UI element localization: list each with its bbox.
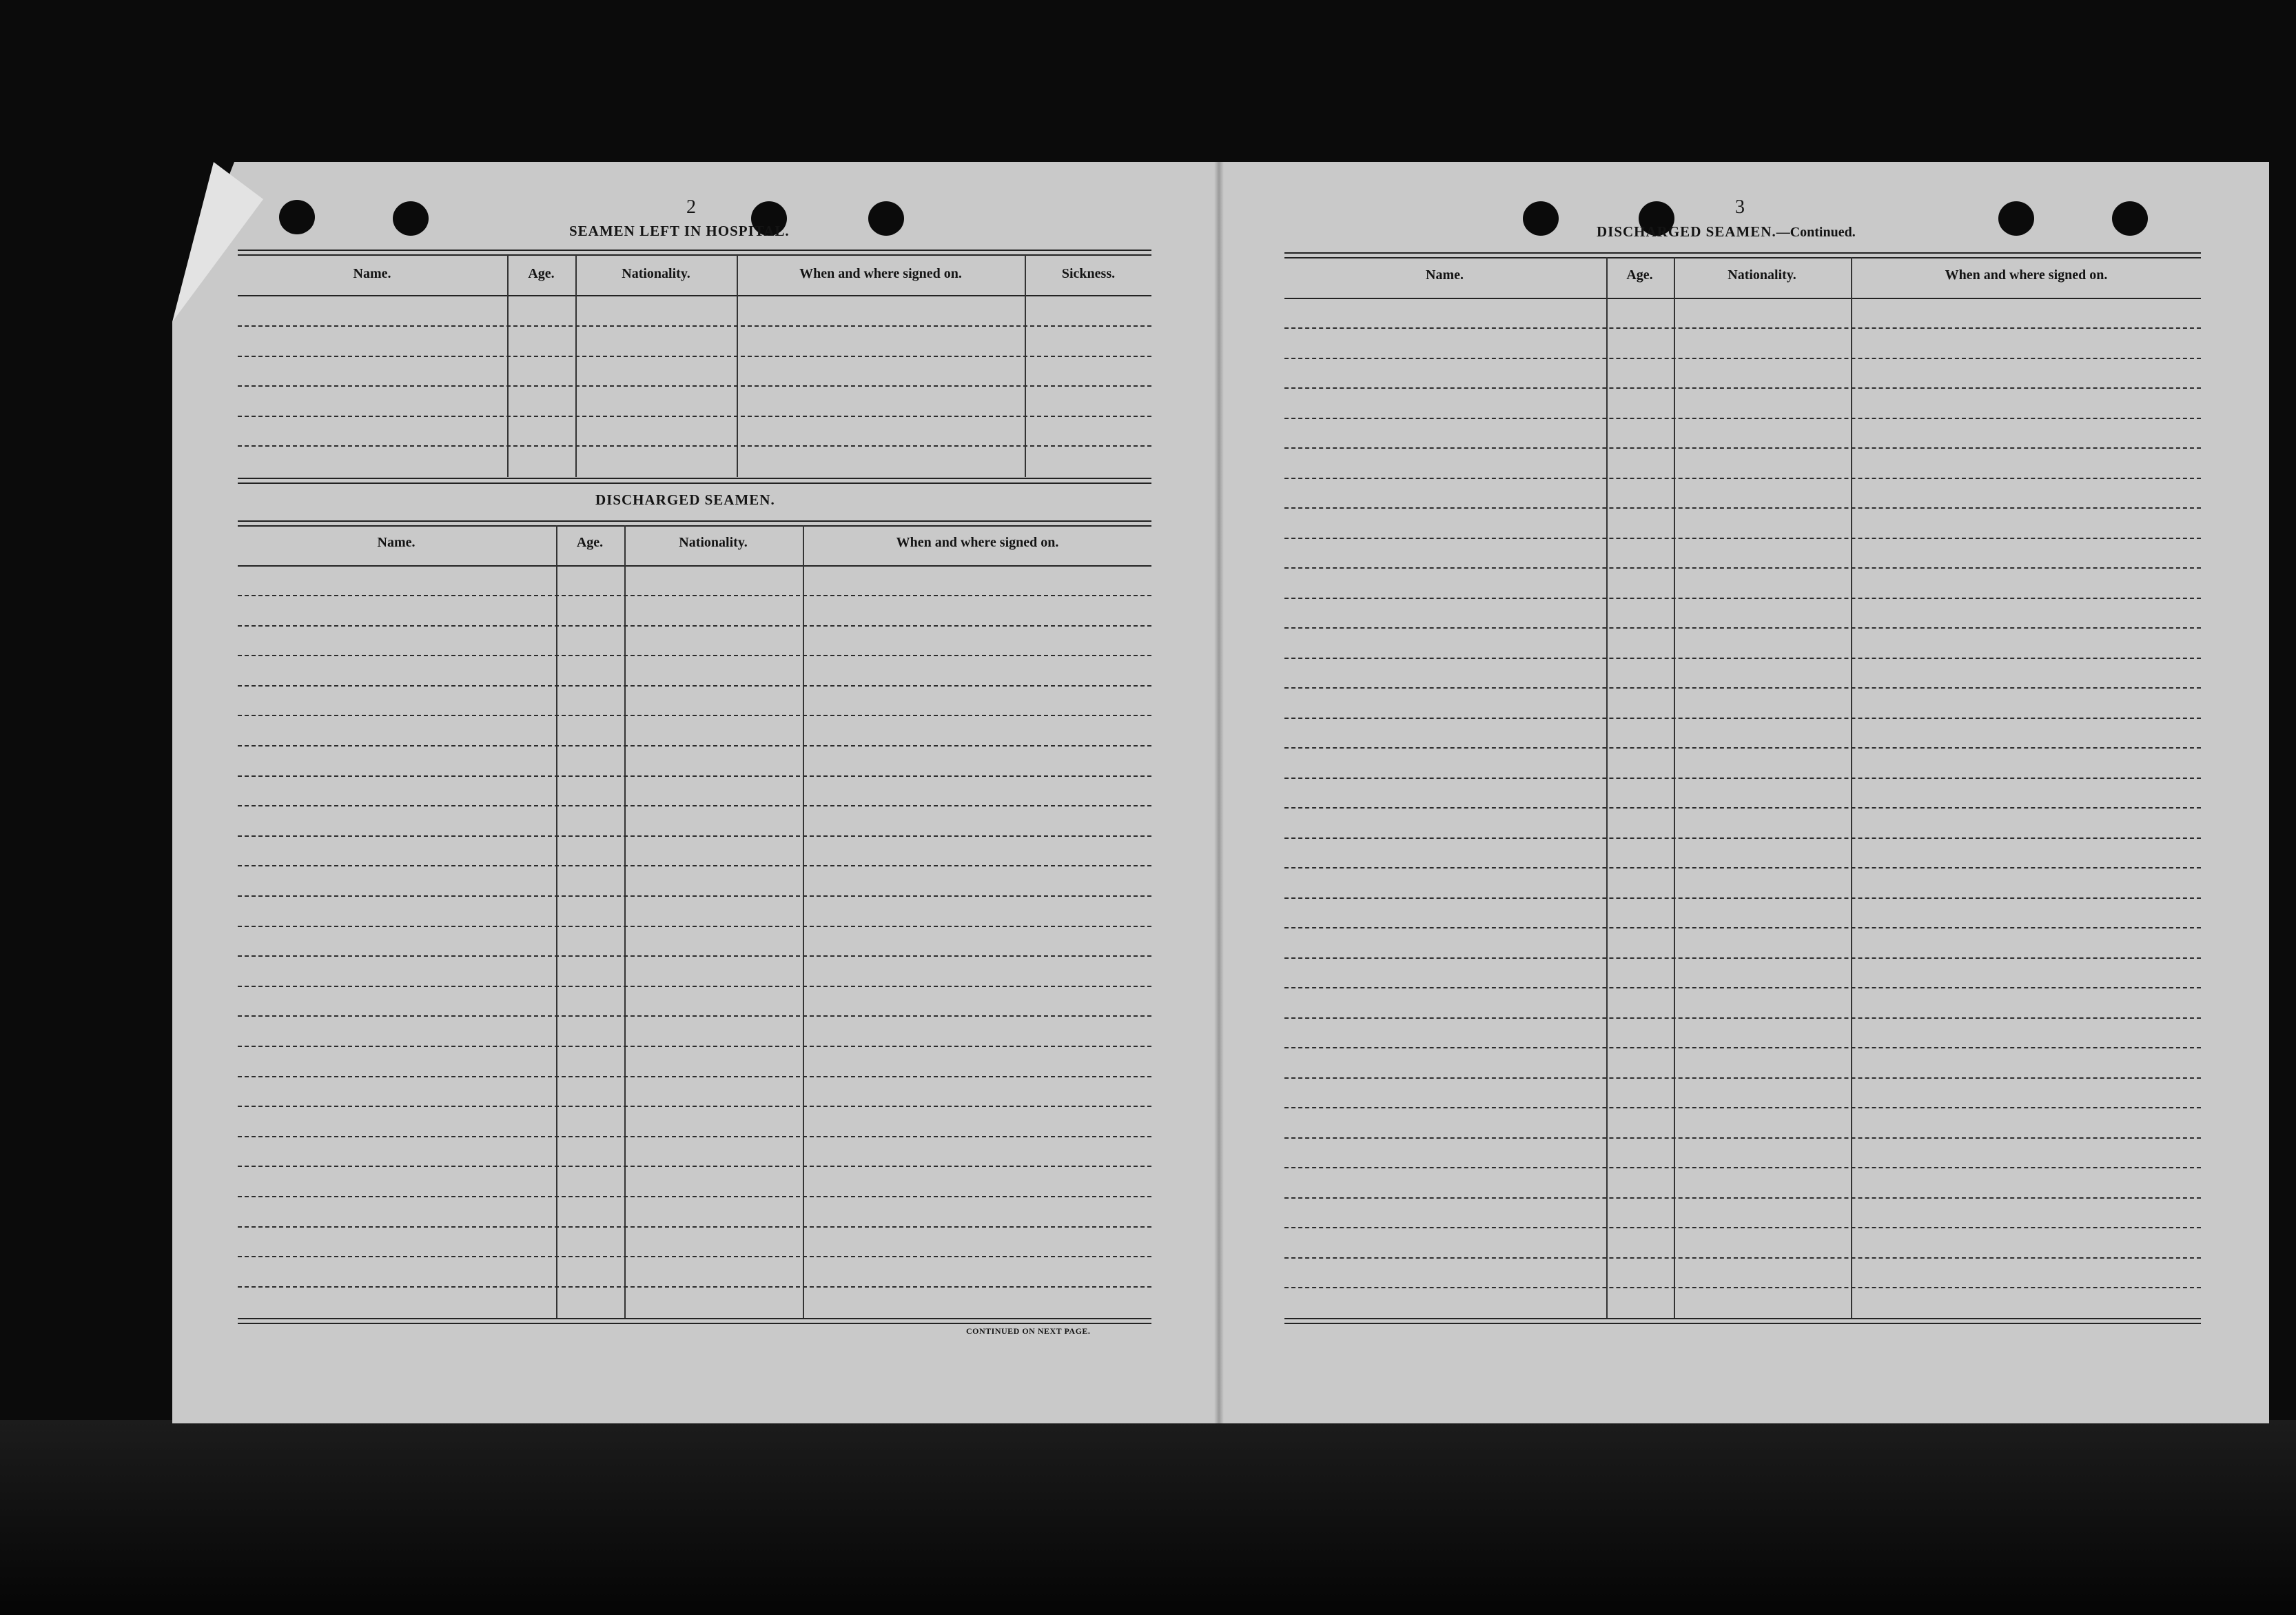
- ruled-row-line: [1284, 927, 2201, 928]
- ruled-row-line: [238, 1196, 1151, 1197]
- ruled-row-line: [1284, 1017, 2201, 1019]
- ruled-row-line: [1284, 418, 2201, 419]
- punch-hole: [279, 200, 315, 234]
- ruled-row-line: [1284, 358, 2201, 359]
- ruled-row-line: [238, 1046, 1151, 1047]
- ruled-row-line: [1284, 897, 2201, 899]
- ruled-row-line: [1284, 327, 2201, 329]
- hospital-col-nationality: Nationality.: [622, 266, 690, 281]
- ruled-row-line: [1284, 387, 2201, 389]
- ruled-row-line: [1284, 1137, 2201, 1139]
- ruled-row-line: [238, 356, 1151, 357]
- ruled-row-line: [238, 445, 1151, 447]
- punch-hole: [2112, 201, 2148, 236]
- ruled-row-line: [1284, 658, 2201, 659]
- ruled-row-line: [238, 685, 1151, 687]
- ruled-row-line: [1284, 538, 2201, 539]
- ruled-row-line: [238, 416, 1151, 417]
- right-col-divider: [1674, 257, 1675, 1319]
- discharged-section-title: DISCHARGED SEAMEN.: [595, 491, 775, 508]
- ruled-row-line: [1284, 1227, 2201, 1228]
- ruled-row-line: [1284, 987, 2201, 988]
- page-number-left: 2: [686, 196, 696, 218]
- ruled-row-line: [238, 1256, 1151, 1257]
- ruled-row-line: [1284, 627, 2201, 629]
- hospital-col-signed-on: When and where signed on.: [799, 266, 962, 281]
- ruled-row-line: [1284, 957, 2201, 959]
- ruled-row-line: [238, 385, 1151, 387]
- ruled-row-line: [1284, 567, 2201, 569]
- ruled-row-line: [238, 655, 1151, 656]
- discharged-col-name: Name.: [377, 535, 416, 550]
- ruled-row-line: [1284, 1047, 2201, 1048]
- discharged-continued-title: [1597, 223, 1856, 241]
- punch-hole: [393, 201, 429, 236]
- ruled-row-line: [238, 955, 1151, 957]
- page-number-right: 3: [1735, 196, 1745, 218]
- right-col-signed-on: When and where signed on.: [1945, 267, 2108, 283]
- ruled-row-line: [1284, 1287, 2201, 1288]
- discharged-col-divider: [556, 525, 557, 1318]
- right-col-divider: [1851, 257, 1852, 1319]
- discharged-col-divider: [803, 525, 804, 1318]
- discharged-col-age: Age.: [576, 535, 604, 550]
- ruled-row-line: [238, 865, 1151, 866]
- right-table-bottom-rule: [1284, 1318, 2201, 1324]
- ruled-row-line: [1284, 837, 2201, 839]
- ruled-row-line: [1284, 478, 2201, 479]
- ruled-row-line: [238, 805, 1151, 806]
- ruled-row-line: [238, 1015, 1151, 1017]
- ruled-row-line: [1284, 1257, 2201, 1259]
- hospital-col-divider: [575, 255, 577, 477]
- hospital-col-age: Age.: [528, 266, 555, 281]
- hospital-col-sickness: Sickness.: [1061, 266, 1116, 281]
- ruled-row-line: [1284, 687, 2201, 689]
- hospital-col-divider: [1025, 255, 1026, 477]
- ruled-row-line: [1284, 1197, 2201, 1199]
- punch-hole: [1523, 201, 1559, 236]
- hospital-table-bottom-rule: [238, 478, 1151, 484]
- ruled-row-line: [1284, 447, 2201, 449]
- ruled-row-line: [1284, 598, 2201, 599]
- background: [0, 1420, 2296, 1615]
- ruled-row-line: [1284, 778, 2201, 779]
- right-header-rule: [1284, 298, 2201, 299]
- ruled-row-line: [1284, 507, 2201, 509]
- right-col-name: Name.: [1426, 267, 1464, 283]
- ruled-row-line: [238, 715, 1151, 716]
- discharged-table-bottom-rule: [238, 1318, 1151, 1324]
- ruled-row-line: [1284, 867, 2201, 869]
- ruled-row-line: [1284, 1167, 2201, 1168]
- continued-suffix: —Continued.: [1776, 225, 1856, 240]
- hospital-col-name: Name.: [353, 266, 391, 281]
- discharged-col-nationality: Nationality.: [679, 535, 748, 550]
- ruled-row-line: [238, 1106, 1151, 1107]
- discharged-header-rule: [238, 565, 1151, 567]
- right-col-age: Age.: [1626, 267, 1653, 283]
- ruled-row-line: [238, 325, 1151, 327]
- discharged-col-signed-on: When and where signed on.: [896, 535, 1059, 550]
- continued-note: CONTINUED ON NEXT PAGE.: [966, 1326, 1091, 1336]
- right-col-nationality: Nationality.: [1728, 267, 1796, 283]
- hospital-col-divider: [507, 255, 509, 477]
- discharged-continued-title-text: DISCHARGED SEAMEN.: [1597, 223, 1776, 240]
- right-col-divider: [1606, 257, 1608, 1319]
- hospital-col-divider: [737, 255, 738, 477]
- right-table-top-rule: [1284, 252, 2201, 258]
- ruled-row-line: [238, 625, 1151, 627]
- ruled-row-line: [238, 926, 1151, 927]
- ruled-row-line: [238, 986, 1151, 987]
- ruled-row-line: [238, 745, 1151, 746]
- ruled-row-line: [238, 1136, 1151, 1137]
- punch-hole: [1998, 201, 2034, 236]
- ruled-row-line: [1284, 747, 2201, 749]
- punch-hole: [868, 201, 904, 236]
- ruled-row-line: [238, 775, 1151, 777]
- hospital-header-rule: [238, 295, 1151, 296]
- ruled-row-line: [238, 1166, 1151, 1167]
- hospital-table-top-rule: [238, 250, 1151, 256]
- ruled-row-line: [1284, 1077, 2201, 1079]
- ruled-row-line: [1284, 1107, 2201, 1108]
- ruled-row-line: [1284, 807, 2201, 809]
- discharged-table-top-rule: [238, 520, 1151, 527]
- ruled-row-line: [238, 1226, 1151, 1228]
- ruled-row-line: [238, 835, 1151, 837]
- ruled-row-line: [238, 595, 1151, 596]
- ruled-row-line: [238, 895, 1151, 897]
- ruled-row-line: [238, 1076, 1151, 1077]
- ruled-row-line: [238, 1286, 1151, 1288]
- ruled-row-line: [1284, 718, 2201, 719]
- hospital-section-title: SEAMEN LEFT IN HOSPITAL.: [569, 223, 790, 239]
- discharged-col-divider: [624, 525, 626, 1318]
- page-gutter: [1214, 162, 1224, 1423]
